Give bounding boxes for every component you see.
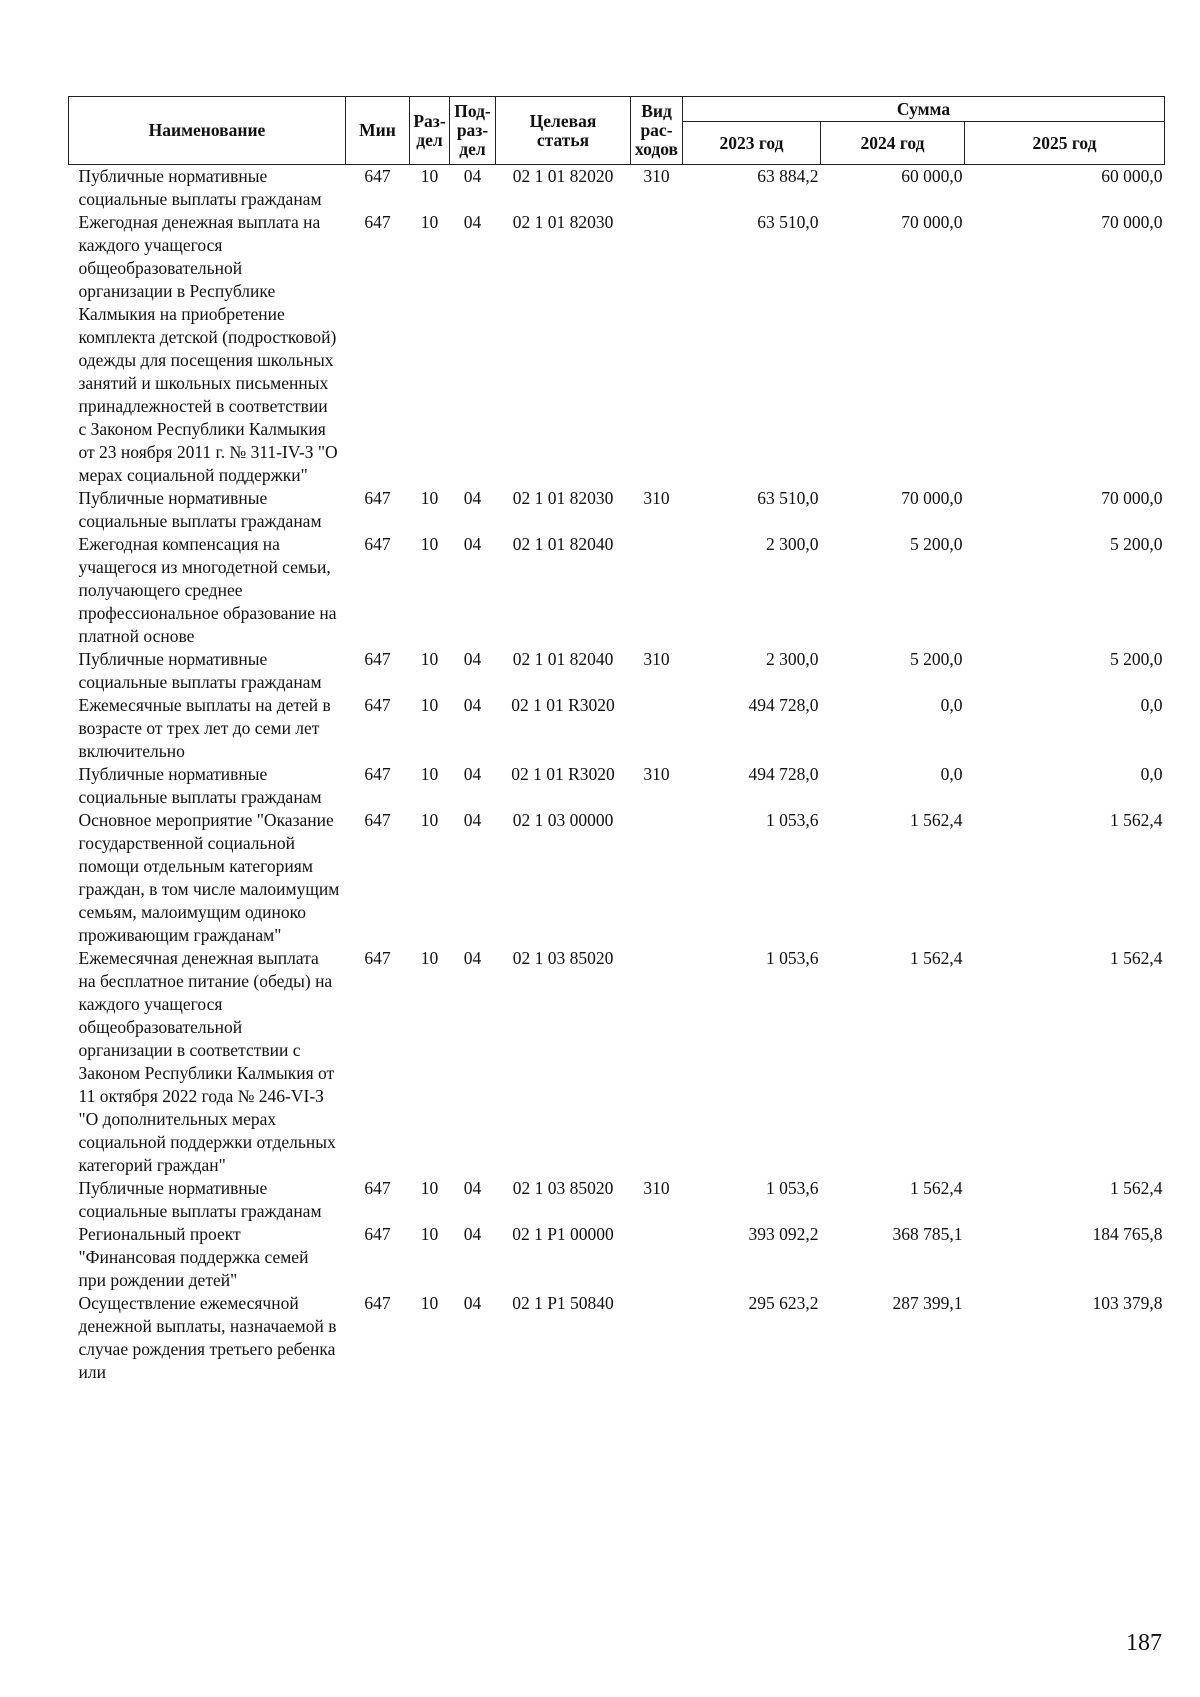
table-row [69,1292,1165,1384]
table-row [69,211,1165,487]
row-target-article: 02 1 01 R3020 [511,695,615,715]
row-sum-2024: 60 000,0 [901,166,963,186]
row-razdel: 10 [420,166,439,186]
row-razdel: 10 [420,695,439,715]
table-row [69,947,1165,1177]
row-sum-2024: 1 562,4 [910,1178,963,1198]
row-podrazdel: 04 [463,1178,482,1198]
row-sum-2025: 184 765,8 [1092,1224,1163,1244]
row-podrazdel: 04 [463,1224,482,1244]
row-target-article: 02 1 03 00000 [512,810,614,830]
row-sum-2023: 1 053,6 [766,1178,819,1198]
table-row [69,648,1165,694]
row-target-article: 02 1 01 82020 [512,166,614,186]
row-min: 647 [364,488,391,508]
row-sum-2023: 2 300,0 [766,534,819,554]
row-vid-rashodov: 310 [643,488,670,508]
row-sum-2025: 60 000,0 [1101,166,1163,186]
row-razdel: 10 [420,1224,439,1244]
row-podrazdel: 04 [463,212,482,232]
header-summa: Сумма [683,97,1165,122]
row-podrazdel: 04 [463,810,482,830]
table-row [69,809,1165,947]
row-vid-rashodov [631,809,683,947]
row-min: 647 [364,166,391,186]
header-razdel: Раз- дел [410,97,450,165]
row-target-article: 02 1 03 85020 [512,1178,614,1198]
row-sum-2025: 5 200,0 [1110,534,1163,554]
row-sum-2023: 63 510,0 [757,212,819,232]
row-sum-2023: 393 092,2 [748,1224,819,1244]
row-sum-2024: 5 200,0 [910,534,963,554]
row-min: 647 [364,534,391,554]
row-podrazdel: 04 [463,948,482,968]
row-target-article: 02 1 01 82040 [512,649,614,669]
row-sum-2023: 494 728,0 [748,695,819,715]
row-sum-2024: 70 000,0 [901,488,963,508]
row-target-article: 02 1 P1 50840 [512,1293,614,1313]
row-sum-2024: 1 562,4 [910,810,963,830]
row-name: Публичные нормативные социальные выплаты гражданам [78,488,322,531]
row-sum-2025: 70 000,0 [1101,212,1163,232]
table-row [69,533,1165,648]
row-razdel: 10 [420,534,439,554]
row-name: Региональный проект "Финансовая поддержка семей при рождении детей" [78,1224,309,1290]
table-row [69,487,1165,533]
table-row [69,694,1165,763]
table-body [69,165,1165,1385]
row-sum-2024: 368 785,1 [892,1224,963,1244]
row-vid-rashodov [631,694,683,763]
row-sum-2025: 0,0 [1140,695,1163,715]
row-name: Основное мероприятие "Оказание государственной социальной помощи отдельным категориям граждан, в том числе малоимущим семьям, малоимущим одиноко проживающим гражданам" [78,810,340,945]
row-sum-2025: 103 379,8 [1092,1293,1163,1313]
row-sum-2024: 0,0 [940,764,963,784]
table-header [69,97,1165,165]
row-min: 647 [364,1178,391,1198]
row-target-article: 02 1 01 82040 [512,534,614,554]
header-target: Целевая статья [496,97,631,165]
row-podrazdel: 04 [463,649,482,669]
row-sum-2023: 2 300,0 [766,649,819,669]
row-podrazdel: 04 [463,1293,482,1313]
row-sum-2024: 70 000,0 [901,212,963,232]
row-razdel: 10 [420,1178,439,1198]
row-name: Осуществление ежемесячной денежной выплаты, назначаемой в случае рождения третьего ребенка или [78,1293,337,1382]
header-podrazdel: Под- раз- дел [450,97,496,165]
row-name: Публичные нормативные социальные выплаты гражданам [78,166,322,209]
header-2023: 2023 год [683,122,821,165]
row-razdel: 10 [420,649,439,669]
row-min: 647 [364,649,391,669]
row-name: Ежемесячные выплаты на детей в возрасте от трех лет до семи лет включительно [78,695,331,761]
row-sum-2024: 287 399,1 [892,1293,963,1313]
row-name: Ежегодная денежная выплата на каждого учащегося общеобразовательной организации в Республике Калмыкия на приобретение комплекта детской (подростковой) одежды для посещения школьных занятий и школьных письменных принадлежностей в соответствии с Законом Республики Калмыкия от 23 ноября 2011 г. № 311-IV-З "О мерах социальной поддержки" [78,212,338,485]
row-vid-rashodov [631,1223,683,1292]
row-target-article: 02 1 03 85020 [512,948,614,968]
row-name: Публичные нормативные социальные выплаты гражданам [78,1178,322,1221]
table-row [69,1223,1165,1292]
row-sum-2023: 295 623,2 [748,1293,819,1313]
row-sum-2023: 1 053,6 [766,948,819,968]
row-podrazdel: 04 [463,764,482,784]
row-min: 647 [364,810,391,830]
header-vid: Вид рас- ходов [631,97,683,165]
row-vid-rashodov: 310 [643,166,670,186]
table-row [69,763,1165,809]
row-vid-rashodov [631,947,683,1177]
row-sum-2025: 1 562,4 [1110,1178,1163,1198]
row-target-article: 02 1 P1 00000 [512,1224,614,1244]
row-sum-2025: 5 200,0 [1110,649,1163,669]
table-row [69,165,1165,212]
row-target-article: 02 1 01 82030 [512,488,614,508]
table-row [69,1177,1165,1223]
row-podrazdel: 04 [463,488,482,508]
row-podrazdel: 04 [463,534,482,554]
row-sum-2025: 1 562,4 [1110,948,1163,968]
row-target-article: 02 1 01 R3020 [511,764,615,784]
header-min: Мин [346,97,410,165]
row-sum-2024: 0,0 [940,695,963,715]
row-min: 647 [364,764,391,784]
row-razdel: 10 [420,1293,439,1313]
row-sum-2023: 1 053,6 [766,810,819,830]
row-sum-2023: 63 884,2 [757,166,819,186]
row-sum-2025: 70 000,0 [1101,488,1163,508]
row-vid-rashodov [631,211,683,487]
row-sum-2024: 5 200,0 [910,649,963,669]
row-min: 647 [364,1293,391,1313]
header-name: Наименование [69,97,346,165]
row-name: Ежемесячная денежная выплата на бесплатное питание (обеды) на каждого учащегося общеобразовательной организации в соответствии с Законом Республики Калмыкия от 11 октября 2022 года № 246-VI-З "О дополнительных мерах социальной поддержки отдельных категорий граждан" [78,948,336,1175]
row-name: Публичные нормативные социальные выплаты гражданам [78,764,322,807]
row-min: 647 [364,695,391,715]
row-razdel: 10 [420,810,439,830]
row-min: 647 [364,1224,391,1244]
row-name: Публичные нормативные социальные выплаты гражданам [78,649,322,692]
row-vid-rashodov [631,533,683,648]
row-name: Ежегодная компенсация на учащегося из многодетной семьи, получающего среднее профессиональное образование на платной основе [78,534,337,646]
page-number: 187 [1126,1630,1162,1656]
row-sum-2024: 1 562,4 [910,948,963,968]
header-2025: 2025 год [965,122,1165,165]
row-vid-rashodov: 310 [643,1178,670,1198]
row-target-article: 02 1 01 82030 [512,212,614,232]
row-podrazdel: 04 [463,166,482,186]
row-vid-rashodov: 310 [643,764,670,784]
row-vid-rashodov [631,1292,683,1384]
row-sum-2025: 1 562,4 [1110,810,1163,830]
row-min: 647 [364,212,391,232]
row-sum-2023: 63 510,0 [757,488,819,508]
row-podrazdel: 04 [463,695,482,715]
budget-table [68,96,1165,1384]
row-razdel: 10 [420,764,439,784]
row-razdel: 10 [420,212,439,232]
row-razdel: 10 [420,948,439,968]
row-sum-2025: 0,0 [1140,764,1163,784]
row-vid-rashodov: 310 [643,649,670,669]
row-min: 647 [364,948,391,968]
row-razdel: 10 [420,488,439,508]
header-2024: 2024 год [821,122,965,165]
row-sum-2023: 494 728,0 [748,764,819,784]
